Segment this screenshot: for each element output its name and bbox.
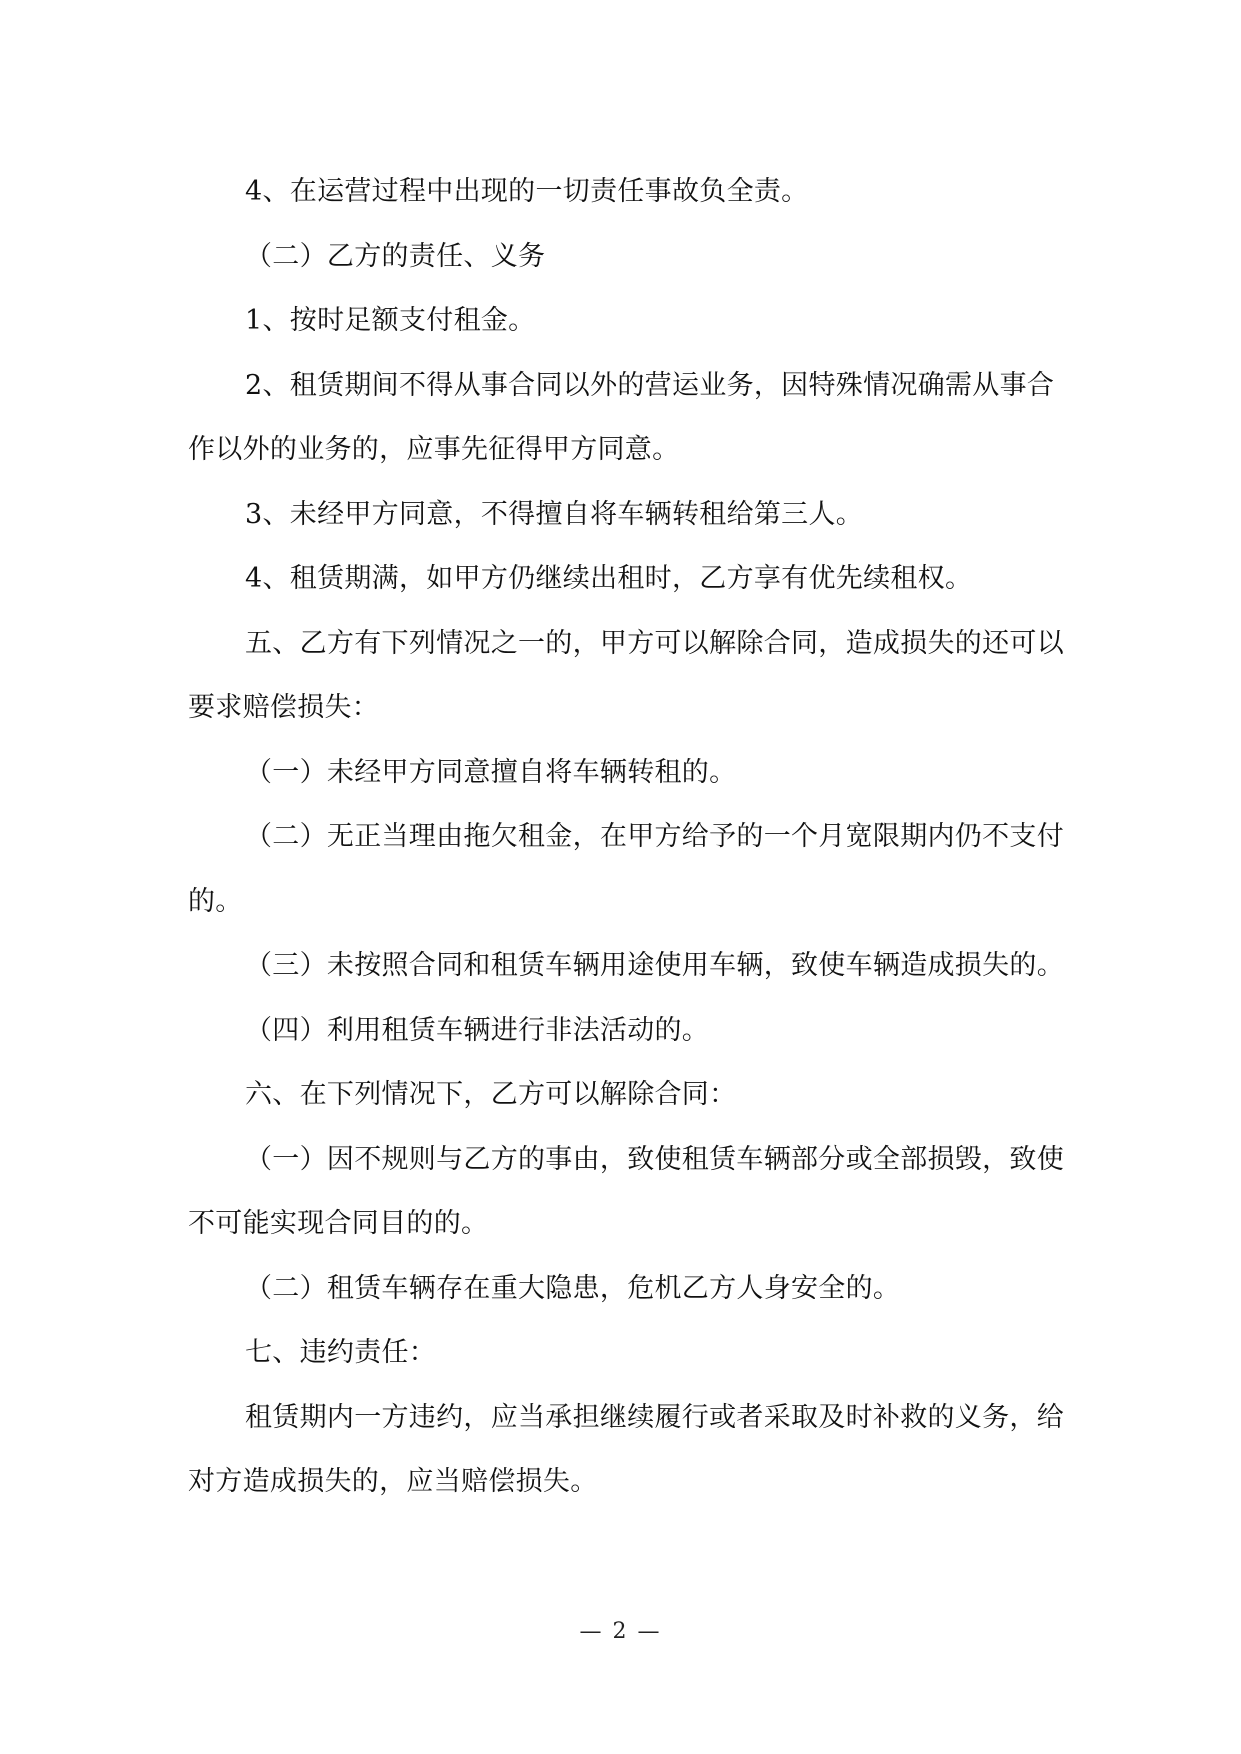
paragraph: 4、租赁期满，如甲方仍继续出租时，乙方享有优先续租权。 <box>245 563 973 594</box>
paragraph: （二）乙方的责任、义务 <box>245 240 546 272</box>
paragraph: 4、在运营过程中出现的一切责任事故负全责。 <box>245 176 809 207</box>
paragraph: 2、租赁期间不得从事合同以外的营运业务，因特殊情况确需从事合作以外的业务的，应事先征得甲方同意。 <box>188 369 1055 465</box>
paragraph: （一）因不规则与乙方的事由，致使租赁车辆部分或全部损毁，致使不可能实现合同目的的。 <box>188 1143 1064 1239</box>
document-body <box>188 160 1072 1515</box>
paragraph: 六、在下列情况下，乙方可以解除合同： <box>245 1079 737 1110</box>
paragraph: （三）未按照合同和租赁车辆用途使用车辆，致使车辆造成损失的。 <box>245 950 1064 981</box>
paragraph: （四）利用租赁车辆进行非法活动的。 <box>245 1014 710 1046</box>
page-number: — 2 — <box>579 1619 662 1644</box>
paragraph: （二）租赁车辆存在重大隐患，危机乙方人身安全的。 <box>245 1272 901 1304</box>
paragraph: 五、乙方有下列情况之一的，甲方可以解除合同，造成损失的还可以要求赔偿损失： <box>188 627 1064 723</box>
paragraph: 1、按时足额支付租金。 <box>245 305 536 336</box>
paragraph: （二）无正当理由拖欠租金，在甲方给予的一个月宽限期内仍不支付的。 <box>188 821 1064 917</box>
paragraph: 七、违约责任： <box>245 1337 437 1368</box>
paragraph: （一）未经甲方同意擅自将车辆转租的。 <box>245 756 737 788</box>
paragraph: 3、未经甲方同意，不得擅自将车辆转租给第三人。 <box>245 498 864 530</box>
paragraph: 租赁期内一方违约，应当承担继续履行或者采取及时补救的义务，给对方造成损失的，应当赔偿损失。 <box>188 1401 1064 1497</box>
